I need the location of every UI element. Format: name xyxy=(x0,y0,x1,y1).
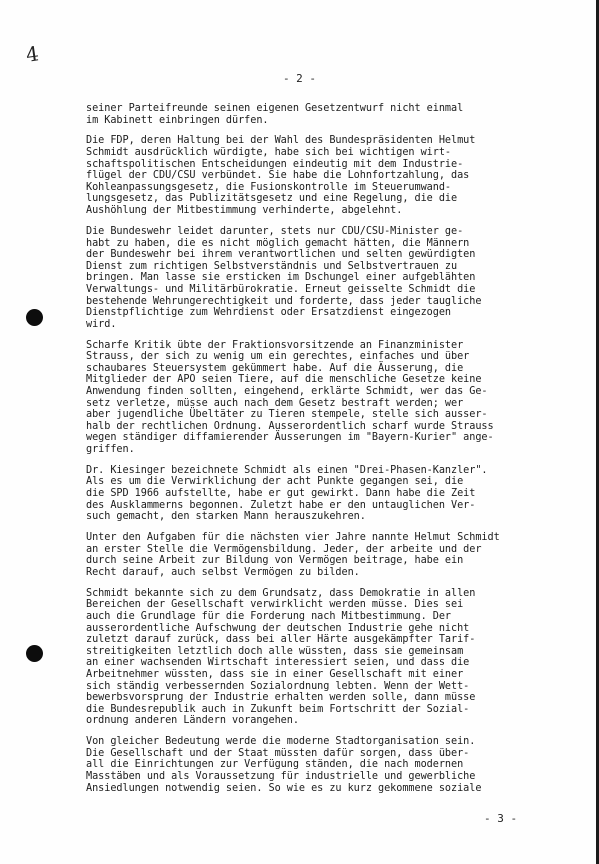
text-line: Strauss, der sich zu wenig um ein gerechtes, einfaches und über xyxy=(86,351,470,363)
text-line: Dienstpflichtige zum Wehrdienst oder Ersatzdienst eingezogen xyxy=(86,307,452,319)
text-line: Verwaltungs- und Militärbürokratie. Erneut geisselte Schmidt die xyxy=(86,283,476,295)
text-line: schaubares Steuersystem gekümmert habe. Auf die Äusserung, die xyxy=(86,362,464,374)
text-line: Aushöhlung der Mitbestimmung verhinderte, abgelehnt. xyxy=(86,205,403,217)
text-line: Als es um die Verwirklichung der acht Punkte gegangen sei, die xyxy=(86,476,464,488)
text-line: aber jugendliche Übeltäter zu Tieren stempele, stelle sich ausser- xyxy=(86,409,488,421)
text-line: Ansiedlungen notwendig seien. So wie es zu kurz gekommene soziale xyxy=(86,782,482,794)
text-line: der Bundeswehr bei ihrem verantwortlichen und selten gewürdigten xyxy=(86,249,476,261)
paragraph xyxy=(86,340,556,456)
text-line: Mitglieder der APO seien Tiere, auf die menschliche Gesetze keine xyxy=(86,374,482,386)
paragraph xyxy=(86,135,556,216)
text-line: Dienst zum richtigen Selbstverständnis und Selbstvertrauen zu xyxy=(86,260,458,272)
text-line: Schmidt ausdrücklich würdigte, habe sich bei wichtigen wirt- xyxy=(86,147,452,159)
text-line: durch seine Arbeit zur Bildung von Vermögen beitrage, habe ein xyxy=(86,555,464,567)
text-line: Kohleanpassungsgesetz, die Fusionskontrolle im Steuerumwand- xyxy=(86,181,452,193)
text-line: Die Gesellschaft und der Staat müssten dafür sorgen, dass über- xyxy=(86,747,470,759)
text-line: die Bundesrepublik auch in Zukunft beim Fortschritt der Sozial- xyxy=(86,703,470,715)
text-line: schaftspolitischen Entscheidungen eindeutig mit dem Industrie- xyxy=(86,158,464,170)
text-line: Von gleicher Bedeutung werde die moderne Stadtorganisation sein. xyxy=(86,736,476,748)
text-line: all die Einrichtungen zur Verfügung ständen, die nach modernen xyxy=(86,759,464,771)
text-line: Schmidt bekannte sich zu dem Grundsatz, dass Demokratie in allen xyxy=(86,587,476,599)
text-line: streitigkeiten letztlich doch alle wüssten, dass sie gemeinsam xyxy=(86,645,464,657)
text-line: Dr. Kiesinger bezeichnete Schmidt als einen "Drei-Phasen-Kanzler". xyxy=(86,464,488,476)
document-body xyxy=(86,103,556,803)
text-line: Die FDP, deren Haltung bei der Wahl des Bundespräsidenten Helmut xyxy=(86,135,476,147)
text-line: Masstäben und als Voraussetzung für industrielle und gewerbliche xyxy=(86,770,476,782)
text-line: lungsgesetz, das Publizitätsgesetz und eine Regelung, die die xyxy=(86,193,458,205)
paragraph xyxy=(86,226,556,330)
paragraph xyxy=(86,103,556,126)
text-line: Recht darauf, auch selbst Vermögen zu bilden. xyxy=(86,566,360,578)
page-number-top: - 2 - xyxy=(282,72,317,85)
punch-hole-bottom xyxy=(26,645,43,662)
text-line: zuletzt darauf zurück, dass bei aller Härte ausgekämpfter Tarif- xyxy=(86,634,476,646)
text-line: setz verletze, müsse auch nach dem Gesetz bestraft werden; wer xyxy=(86,397,464,409)
text-line: habt zu haben, die es nicht möglich gemacht hätten, die Männern xyxy=(86,237,470,249)
text-line: bringen. Man lasse sie ersticken im Dschungel einer aufgeblähten xyxy=(86,272,476,284)
text-line: Anwendung finden sollten, eingehend, erklärte Schmidt, wer das Ge- xyxy=(86,385,488,397)
text-line: ordnung anderen Ländern vorangehen. xyxy=(86,715,299,727)
text-line: auch die Grundlage für die Forderung nach Mitbestimmung. Der xyxy=(86,610,452,622)
text-line: halb der rechtlichen Ordnung. Ausserordentlich scharf wurde Strauss xyxy=(86,420,494,432)
paragraph xyxy=(86,532,556,578)
text-line: an erster Stelle die Vermögensbildung. Jeder, der arbeite und der xyxy=(86,543,482,555)
page-number-bottom: - 3 - xyxy=(484,812,518,825)
paragraph xyxy=(86,736,556,794)
text-line: bewerbsvorsprung der Industrie erhalten werden solle, dann müsse xyxy=(86,692,476,704)
text-line: wegen ständiger diffamierender Äusserungen im "Bayern-Kurier" ange- xyxy=(86,432,494,444)
text-line: Arbeitnehmer wüssten, dass sie in einer Gesellschaft mit einer xyxy=(86,668,464,680)
text-line: Unter den Aufgaben für die nächsten vier Jahre nannte Helmut Schmidt xyxy=(86,532,500,544)
text-line: seiner Parteifreunde seinen eigenen Gesetzentwurf nicht einmal xyxy=(86,103,464,114)
punch-hole-top xyxy=(26,309,43,326)
text-line: sich ständig verbessernden Sozialordnung lebten. Wenn der Wett- xyxy=(86,680,470,692)
text-line: such gemacht, den starken Mann herauszukehren. xyxy=(86,511,366,523)
text-line: wird. xyxy=(86,318,117,330)
text-line: die SPD 1966 aufstellte, habe er gut gewirkt. Dann habe die Zeit xyxy=(86,488,476,499)
text-line: griffen. xyxy=(86,443,135,455)
text-line: des Ausklammerns begonnen. Zuletzt habe er den untauglichen Ver- xyxy=(86,499,476,511)
text-line: Scharfe Kritik übte der Fraktionsvorsitzende an Finanzminister xyxy=(86,339,464,351)
text-line: an einer wachsenden Wirtschaft interessiert seien, und dass die xyxy=(86,657,470,669)
text-line: Bereichen der Gesellschaft verwirklicht werden müsse. Dies sei xyxy=(86,599,464,611)
text-line: flügel der CDU/CSU verbündet. Sie habe die Lohnfortzahlung, das xyxy=(86,170,470,182)
paragraph xyxy=(86,465,556,523)
text-line: Die Bundeswehr leidet darunter, stets nur CDU/CSU-Minister ge- xyxy=(86,225,464,237)
text-line: bestehende Wehrungerechtigkeit und forderte, dass jeder taugliche xyxy=(86,295,482,307)
text-line: ausserordentliche Aufschwung der deutschen Industrie gehe nicht xyxy=(86,622,470,634)
text-line: im Kabinett einbringen dürfen. xyxy=(86,114,269,126)
paragraph xyxy=(86,588,556,727)
handwritten-corner-mark: 4 xyxy=(24,41,41,67)
